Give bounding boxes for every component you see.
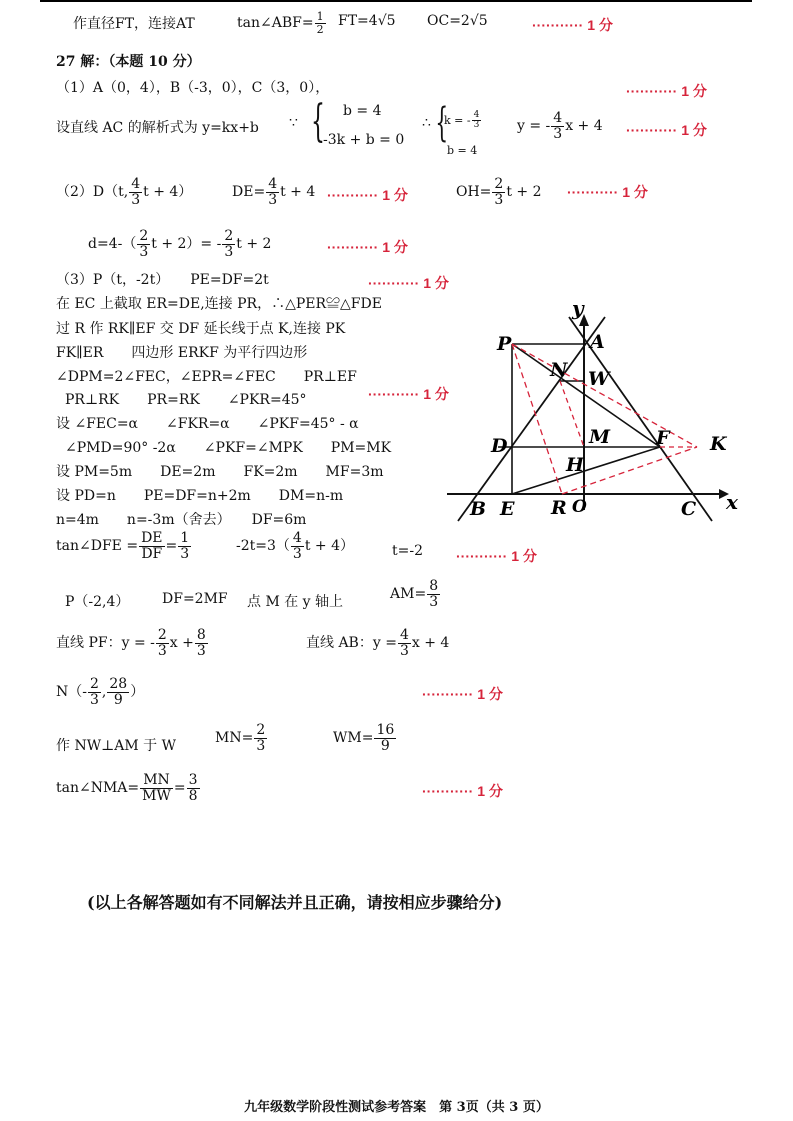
d-line-mid: t + 2）= - [151,236,222,253]
d-line-suffix: t + 2 [236,236,272,253]
p2-de-num: 4 [268,176,278,192]
tan-nma-equals: = [173,780,186,797]
eq-2t-prefix: -2t=3（ [236,538,290,555]
n-prefix: N（- [56,684,87,701]
tan-dfe-prefix: tan∠DFE = [56,538,139,555]
eq-2t-suffix: t + 4） [304,538,354,555]
d-line-num2: 2 [224,228,234,244]
p2-d-num: 4 [131,176,141,192]
ac-suffix: x + 4 [565,118,603,135]
label-y: y [572,296,584,320]
pf-num2: 8 [196,627,206,643]
pf-num: 2 [157,627,167,643]
p3-line5: ∠DPM=2∠FEC，∠EPR=∠FEC PR⊥EF [56,369,357,385]
score-dots: ··········· [422,686,474,702]
label-d: D [491,435,508,457]
system2-eq2: b = 4 [447,144,478,157]
p3-line10: 设 PD=n PE=DF=n+2m DM=n-m [56,488,344,504]
p2-de-prefix: DE= [232,184,266,201]
tan-dfe-equals: = [165,538,178,555]
label-e: E [500,498,515,520]
score-label: 1 分 [477,783,503,799]
p2-de-suffix: t + 4 [280,184,316,201]
label-x: x [726,490,738,514]
tan-abf-num: 1 [316,10,324,23]
score-dots: ··········· [456,548,508,564]
score-dots: ··········· [532,17,584,33]
mn-den: 3 [256,737,266,754]
p2-oh-prefix: OH= [456,184,492,201]
oc-value: OC=2√5 [427,13,488,29]
score-label: 1 分 [423,275,449,291]
pf-den2: 3 [196,642,206,659]
label-m: M [589,426,611,448]
am-num: 8 [429,578,439,594]
label-p: P [497,333,512,355]
label-c: C [681,498,697,520]
score-label: 1 分 [681,122,707,138]
k-num: 4 [473,110,480,120]
ac-den: 3 [553,125,563,142]
label-a: A [590,331,605,353]
p3-line4: FK∥ER 四边形 ERKF 为平行四边形 [56,345,308,361]
score-label: 1 分 [477,686,503,702]
score-dots: ··········· [368,386,420,402]
p3-line1: （3）P（t，-2t） PE=DF=2t [56,272,269,288]
p3-line9: 设 PM=5m DE=2m FK=2m MF=3m [56,464,384,480]
n-suffix: ） [130,684,145,701]
mn-prefix: MN= [215,730,254,747]
q27-part1-points: （1）A（0，4），B（-3，0），C（3，0）， [56,80,330,96]
p3-line7: 设 ∠FEC=α ∠FKR=α ∠PKF=45° - α [56,416,359,432]
system-brace: { [311,96,325,147]
nw-perp: 作 NW⊥AM 于 W [56,738,176,754]
wm-num: 16 [376,722,395,738]
p3-line2: 在 EC 上截取 ER=DE,连接 PR，∴△PER≌△FDE [56,296,382,312]
m-on-y-axis: 点 M 在 y 轴上 [247,594,344,610]
score-label: 1 分 [622,184,648,200]
score-label: 1 分 [681,83,707,99]
score-dots: ··········· [567,184,619,200]
wm-den: 9 [380,737,390,754]
score-label: 1 分 [587,17,613,33]
p3-line8: ∠PMD=90° -2α ∠PKF=∠MPK PM=MK [65,440,392,456]
score-label: 1 分 [382,187,408,203]
am-den: 3 [429,593,439,610]
line-ab [458,317,605,521]
score-dots: ··········· [368,275,420,291]
score-dots: ··········· [626,122,678,138]
ab-den: 3 [399,642,409,659]
k-den: 3 [473,120,480,131]
segment-ef [512,447,660,494]
tan-dfe-num2: 1 [180,530,190,546]
ab-prefix: 直线 AB：y = [306,635,397,652]
wm-prefix: WM= [333,730,374,747]
tan-dfe-den: DF [141,545,163,562]
tan-dfe-den2: 3 [180,545,190,562]
tan-dfe-num: DE [141,530,163,546]
d-line-den: 3 [139,243,149,260]
n-den2: 9 [113,691,123,708]
label-h: H [566,454,584,476]
tan-nma-den2: 8 [188,787,198,804]
system-brace: { [435,100,449,146]
p2-d-suffix: t + 4） [143,184,193,201]
score-dots: ··········· [422,783,474,799]
n-num: 2 [89,676,99,692]
k-prefix: k = - [444,113,471,127]
p2-de-den: 3 [268,191,278,208]
label-r: R [551,497,567,519]
ac-prefix: y = - [517,118,551,135]
tan-nma-num2: 3 [188,772,198,788]
label-w: W [588,368,610,390]
closing-note: (以上各解答题如有不同解法并且正确，请按相应步骤给分) [87,893,503,912]
ab-num: 4 [399,627,409,643]
system1-eq1: b = 4 [343,103,382,119]
p2-oh-num: 2 [494,176,504,192]
header-ft-text: 作直径FT，连接AT [73,16,195,32]
score-label: 1 分 [382,239,408,255]
p2-oh-den: 3 [494,191,504,208]
n-num2: 28 [109,676,128,692]
tan-nma-den: MW [142,787,171,804]
p3-line11: n=4m n=-3m（舍去） DF=6m [56,512,307,528]
ab-suffix: x + 4 [411,635,450,652]
n-comma: , [101,684,107,701]
page-footer: 九年级数学阶段性测试参考答案 第 3页（共 3 页） [244,1100,549,1115]
t-value: t=-2 [392,543,423,559]
p2-oh-suffix: t + 2 [506,184,542,201]
d-line-prefix: d=4-（ [88,236,137,253]
p2-d-den: 3 [131,191,141,208]
label-o: O [572,497,587,517]
am-prefix: AM= [390,586,427,603]
label-f: F [656,427,670,449]
mn-num: 2 [256,722,266,738]
p-point: P（-2,4） [65,594,130,610]
score-label: 1 分 [423,386,449,402]
tan-nma-prefix: tan∠NMA= [56,780,140,797]
tan-nma-num: MN [140,773,173,789]
eq-2t-den: 3 [292,545,302,562]
pf-prefix: 直线 PF：y = - [56,635,155,652]
label-b: B [470,498,487,520]
ac-num: 4 [553,110,563,126]
because-symbol: ∵ [289,115,298,131]
df-2mf: DF=2MF [162,591,228,607]
segment-pf [512,344,660,447]
pf-mid: x + [169,635,194,652]
label-n: N [550,359,568,381]
label-k: K [710,433,727,455]
q27-title: 27 解：（本题 10 分） [56,54,201,70]
p3-line6: PR⊥RK PR=RK ∠PKR=45° [65,392,307,408]
system1-eq2: -3k + b = 0 [323,132,405,148]
d-line-num: 2 [139,228,149,244]
p2-d-prefix: （2）D（t, [56,184,129,201]
tan-abf-den: 2 [316,22,324,36]
d-line-den2: 3 [224,243,234,260]
score-dots: ··········· [626,83,678,99]
therefore-symbol: ∴ [422,115,431,131]
ft-value: FT=4√5 [338,13,396,29]
score-label: 1 分 [511,548,537,564]
n-den: 3 [89,691,99,708]
ac-setup: 设直线 AC 的解析式为 y=kx+b [56,120,259,136]
pf-den: 3 [157,642,167,659]
tan-abf-label: tan∠ABF= [237,15,314,32]
p3-line3: 过 R 作 RK∥EF 交 DF 延长线于点 K,连接 PK [56,321,346,337]
eq-2t-num: 4 [292,530,302,546]
score-dots: ··········· [327,239,379,255]
score-dots: ··········· [327,187,379,203]
